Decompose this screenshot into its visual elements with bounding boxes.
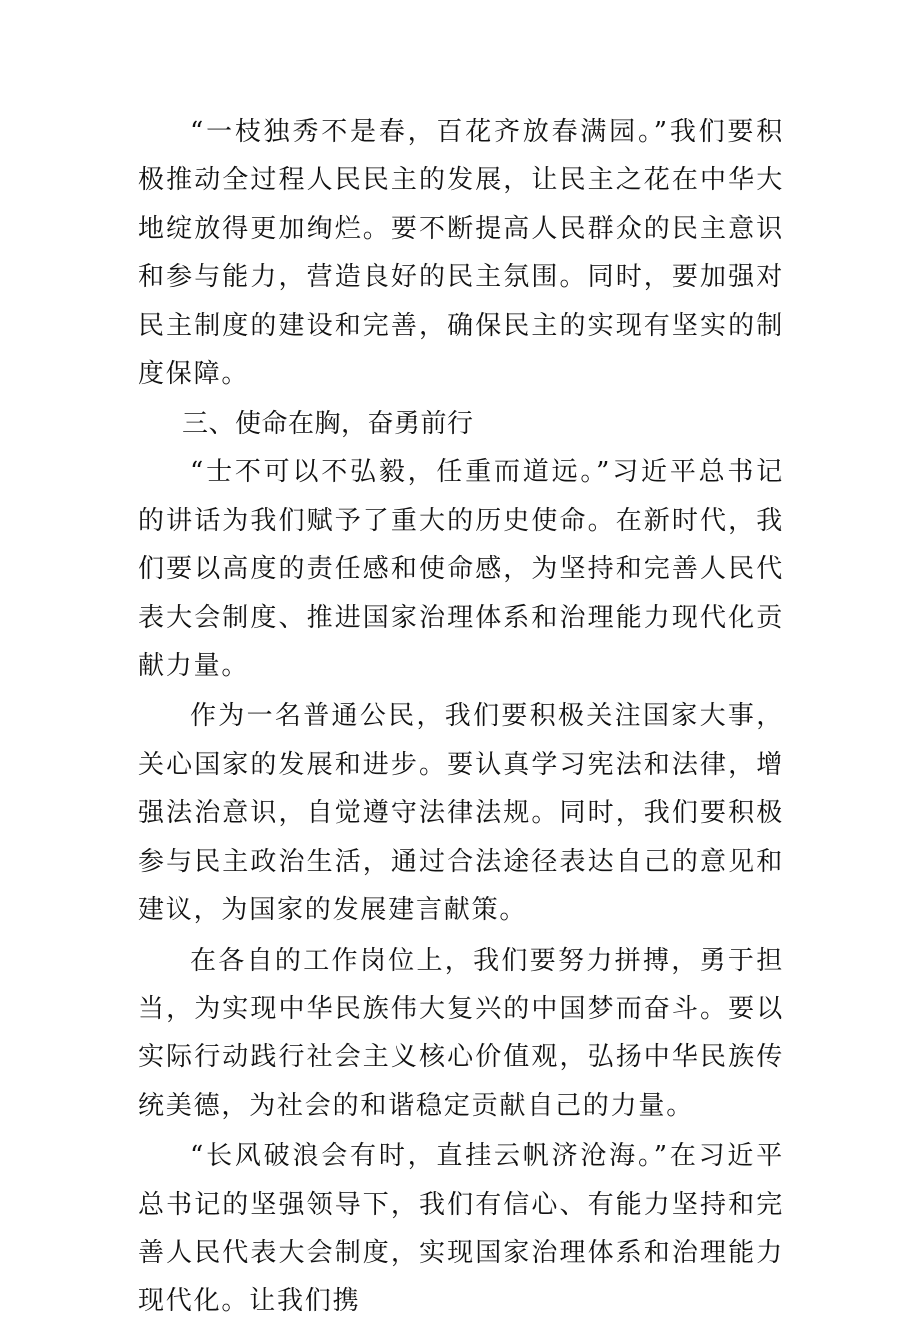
section-heading: 三、使命在胸，奋勇前行 (182, 409, 474, 440)
paragraph-mission: “士不可以不弘毅，任重而道远。”习近平总书记的讲话为我们赋予了重大的历史使命。在新时代，我们要以高度的责任感和使命感，为坚持和完善人民代表大会制度、推进国家治理体系和治理能力现代化贡献力量。 (138, 457, 784, 682)
paragraph-democracy: “一枝独秀不是春，百花齐放春满园。”我们要积极推动全过程人民民主的发展，让民主之花在中华大地绽放得更加绚烂。要不断提高人民群众的民主意识和参与能力，营造良好的民主氛围。同时，要加强对民主制度的建设和完善，确保民主的实现有坚实的制度保障。 (138, 117, 784, 390)
paragraph-closing: “长风破浪会有时，直挂云帆济沧海。”在习近平总书记的坚强领导下，我们有信心、有能力坚持和完善人民代表大会制度，实现国家治理体系和治理能力现代化。让我们携 (138, 1141, 784, 1317)
paragraph-citizen: 作为一名普通公民，我们要积极关注国家大事，关心国家的发展和进步。要认真学习宪法和法律，增强法治意识，自觉遵守法律法规。同时，我们要积极参与民主政治生活，通过合法途径表达自己的意见和建议，为国家的发展建言献策。 (138, 701, 784, 926)
paragraph-work: 在各自的工作岗位上，我们要努力拼搏，勇于担当，为实现中华民族伟大复兴的中国梦而奋斗。要以实际行动践行社会主义核心价值观，弘扬中华民族传统美德，为社会的和谐稳定贡献自己的力量。 (138, 945, 784, 1121)
document-body (138, 108, 784, 1326)
